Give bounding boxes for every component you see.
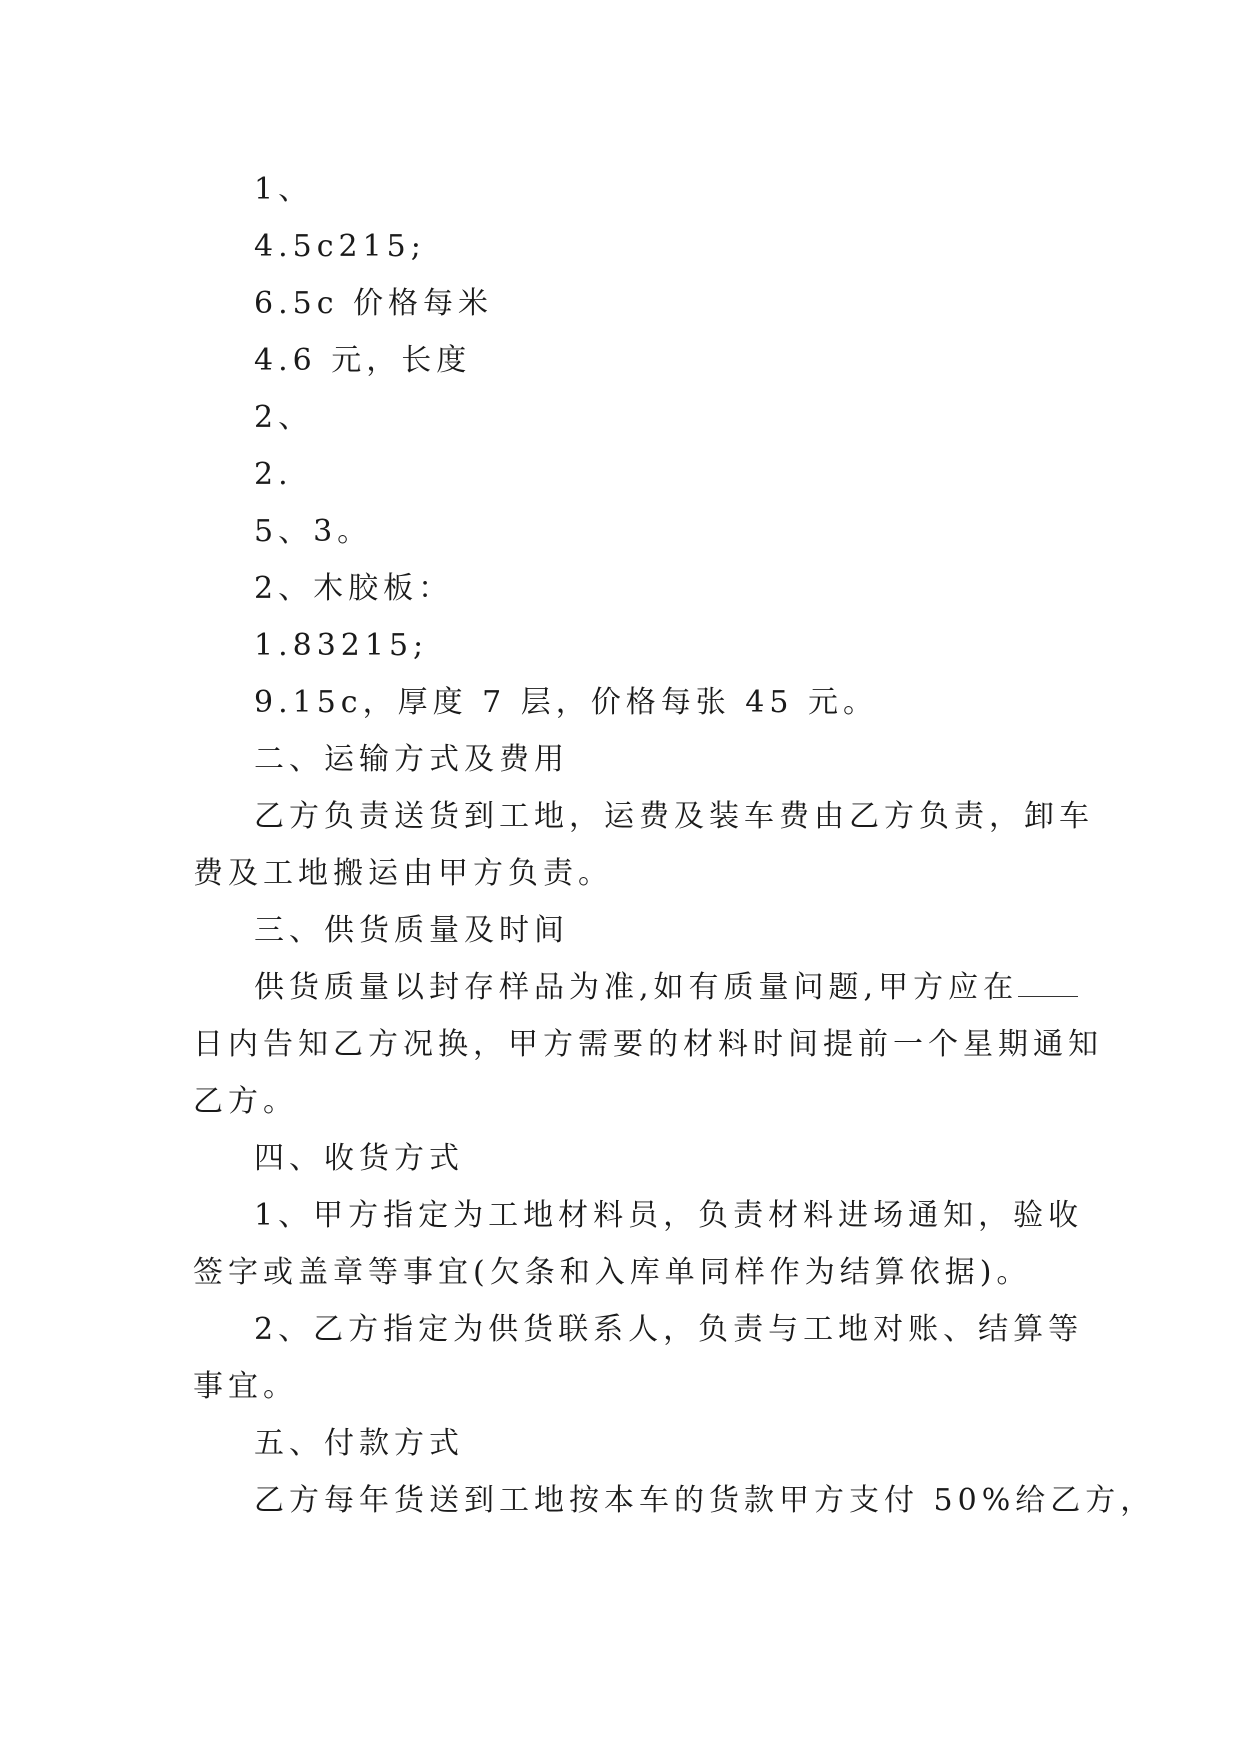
- paragraph-line: 乙方负责送货到工地，运费及装车费由乙方负责，卸车: [254, 799, 1094, 834]
- text-line: 4.5c215;: [254, 229, 426, 264]
- paragraph-line: 1、甲方指定为工地材料员，负责材料进场通知，验收: [254, 1198, 1084, 1233]
- text-line: 2.: [254, 457, 293, 492]
- fill-in-blank: [1018, 968, 1078, 997]
- section-heading: 四、收货方式: [254, 1141, 464, 1176]
- paragraph-line: 费及工地搬运由甲方负责。: [193, 856, 613, 891]
- paragraph-line: 日内告知乙方况换，甲方需要的材料时间提前一个星期通知: [193, 1027, 1103, 1062]
- paragraph-line: 乙方每年货送到工地按本车的货款甲方支付 50%给乙方，: [254, 1483, 1156, 1518]
- text-line: 6.5c 价格每米: [254, 286, 494, 321]
- section-heading: 二、运输方式及费用: [254, 742, 569, 777]
- text-line: 2、木胶板：: [254, 571, 454, 606]
- text-line: 2、: [254, 400, 314, 435]
- text-line: 1、: [254, 172, 314, 207]
- text-line: 1.83215;: [254, 628, 429, 663]
- paragraph-line: 签字或盖章等事宜(欠条和入库单同样作为结算依据)。: [193, 1255, 1032, 1290]
- section-heading: 五、付款方式: [254, 1426, 464, 1461]
- paragraph-line: 2、乙方指定为供货联系人，负责与工地对账、结算等: [254, 1312, 1084, 1347]
- text-line: 5、3。: [254, 514, 373, 549]
- section-heading: 三、供货质量及时间: [254, 913, 569, 948]
- paragraph-line: 乙方。: [193, 1084, 298, 1119]
- text-line: 4.6 元，长度: [254, 343, 472, 378]
- paragraph-line: 事宜。: [193, 1369, 298, 1404]
- paragraph-text: 供货质量以封存样品为准,如有质量问题,甲方应在: [254, 970, 1019, 1005]
- paragraph-line: [254, 968, 1078, 1008]
- text-line: 9.15c，厚度 7 层，价格每张 45 元。: [254, 685, 879, 720]
